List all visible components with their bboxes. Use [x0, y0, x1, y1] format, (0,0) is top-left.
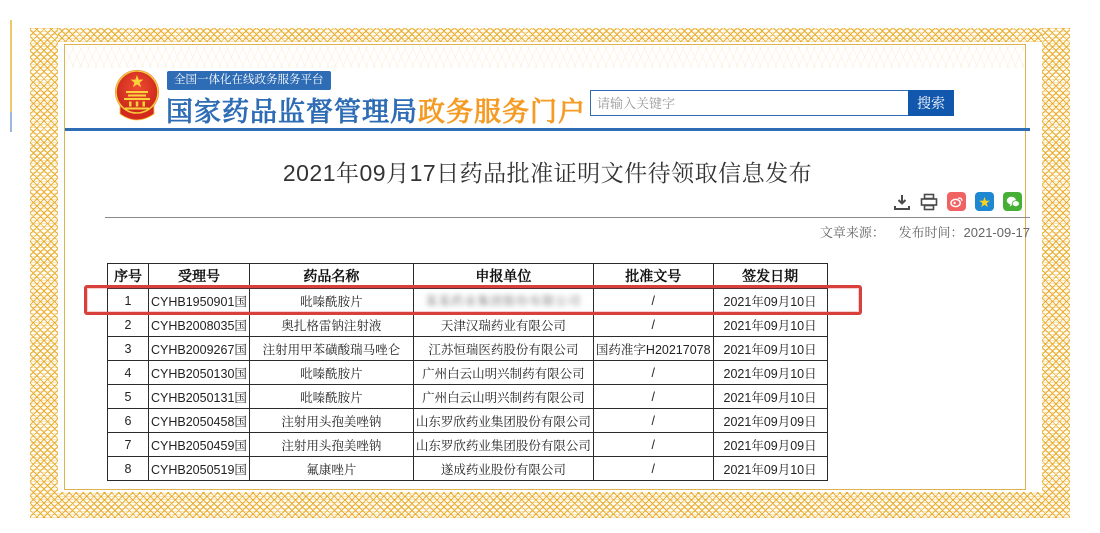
platform-badge: 全国一体化在线政务服务平台 — [167, 71, 331, 90]
table-row — [108, 337, 828, 361]
site-name: 国家药品监督管理局 — [166, 97, 418, 127]
table-cell: 吡嗪酰胺片 — [249, 385, 413, 409]
table-cell: CYHB2050459国 — [149, 433, 250, 457]
table-header-row — [108, 264, 828, 289]
table-cell: 2021年09月10日 — [713, 385, 827, 409]
applicant-cell: 天津汉瑞药业有限公司 — [413, 313, 593, 337]
frame-border-bottom — [30, 492, 1070, 518]
column-header: 受理号 — [149, 264, 250, 289]
column-header: 申报单位 — [413, 264, 593, 289]
frame-border-left — [30, 28, 58, 518]
weibo-share-icon[interactable] — [947, 192, 966, 211]
table-cell: 注射用头孢美唑钠 — [249, 409, 413, 433]
table-cell: / — [593, 361, 713, 385]
table-cell: 3 — [108, 337, 149, 361]
publish-time: 发布时间：2021-09-17 — [898, 225, 1030, 240]
release-table-wrap — [107, 263, 828, 481]
table-cell: 7 — [108, 433, 149, 457]
print-icon[interactable] — [920, 193, 938, 211]
table-cell: 2021年09月09日 — [713, 433, 827, 457]
table-row — [108, 433, 828, 457]
left-edge-line-blue — [10, 112, 12, 132]
table-cell: / — [593, 409, 713, 433]
applicant-cell: 遂成药业股份有限公司 — [413, 457, 593, 481]
table-cell: 4 — [108, 361, 149, 385]
article-meta — [65, 222, 1030, 241]
applicant-cell: 江苏恒瑞医药股份有限公司 — [413, 337, 593, 361]
column-header: 签发日期 — [713, 264, 827, 289]
column-header: 批准文号 — [593, 264, 713, 289]
table-cell: 国药准字H20217078 — [593, 337, 713, 361]
table-cell: 2021年09月10日 — [713, 289, 827, 313]
column-header: 药品名称 — [249, 264, 413, 289]
table-row — [108, 385, 828, 409]
table-row — [108, 313, 828, 337]
table-cell: 注射用头孢美唑钠 — [249, 433, 413, 457]
table-row — [108, 409, 828, 433]
table-cell: 2021年09月10日 — [713, 313, 827, 337]
table-cell: 5 — [108, 385, 149, 409]
left-edge-line — [10, 20, 12, 112]
table-cell: 奥扎格雷钠注射液 — [249, 313, 413, 337]
table-row — [108, 289, 828, 313]
table-cell: CYHB2050519国 — [149, 457, 250, 481]
table-cell: / — [593, 385, 713, 409]
table-cell: 8 — [108, 457, 149, 481]
table-cell: CYHB2009267国 — [149, 337, 250, 361]
table-cell: CYHB1950901国 — [149, 289, 250, 313]
wechat-share-icon[interactable] — [1003, 192, 1022, 211]
applicant-cell: 广州白云山明兴制药有限公司 — [413, 385, 593, 409]
table-cell: CYHB2050130国 — [149, 361, 250, 385]
release-table — [107, 263, 828, 481]
table-cell: 1 — [108, 289, 149, 313]
table-cell: / — [593, 289, 713, 313]
table-cell: 2 — [108, 313, 149, 337]
applicant-cell: 广州白云山明兴制药有限公司 — [413, 361, 593, 385]
download-icon[interactable] — [893, 193, 911, 211]
table-cell: 6 — [108, 409, 149, 433]
table-cell: 注射用甲苯磺酸瑞马唑仑 — [249, 337, 413, 361]
meta-divider — [105, 217, 1030, 218]
applicant-cell — [413, 289, 593, 313]
table-cell: 吡嗪酰胺片 — [249, 289, 413, 313]
table-cell: / — [593, 457, 713, 481]
table-cell: 2021年09月10日 — [713, 361, 827, 385]
search-input[interactable] — [590, 90, 910, 116]
applicant-cell: 山东罗欣药业集团股份有限公司 — [413, 409, 593, 433]
site-suffix: 政务服务门户 — [418, 97, 586, 127]
page-title: 2021年09月17日药品批准证明文件待领取信息发布 — [282, 160, 813, 186]
frame-watermark — [66, 46, 1024, 68]
table-cell: 2021年09月09日 — [713, 409, 827, 433]
site-title — [166, 90, 586, 129]
column-header: 序号 — [108, 264, 149, 289]
table-cell: CYHB2050131国 — [149, 385, 250, 409]
table-cell: / — [593, 433, 713, 457]
table-cell: CYHB2008035国 — [149, 313, 250, 337]
table-cell: 2021年09月10日 — [713, 337, 827, 361]
national-emblem-logo — [112, 68, 162, 122]
table-cell: 吡嗪酰胺片 — [249, 361, 413, 385]
article-source: 文章来源： — [819, 225, 885, 240]
frame-border-right — [1042, 28, 1070, 518]
redacted-applicant: 某某药业集团股份有限公司 — [425, 294, 582, 308]
search-button[interactable]: 搜索 — [908, 90, 954, 116]
table-row — [108, 457, 828, 481]
frame-border-top — [30, 28, 1070, 42]
table-cell: 2021年09月10日 — [713, 457, 827, 481]
table-cell: / — [593, 313, 713, 337]
table-cell: CYHB2050458国 — [149, 409, 250, 433]
header-divider — [65, 128, 1030, 131]
applicant-cell: 山东罗欣药业集团股份有限公司 — [413, 433, 593, 457]
article-toolbar — [0, 192, 1022, 211]
table-body — [108, 289, 828, 481]
table-cell: 氟康唑片 — [249, 457, 413, 481]
table-row — [108, 361, 828, 385]
qzone-share-icon[interactable]: ★ — [975, 192, 994, 211]
